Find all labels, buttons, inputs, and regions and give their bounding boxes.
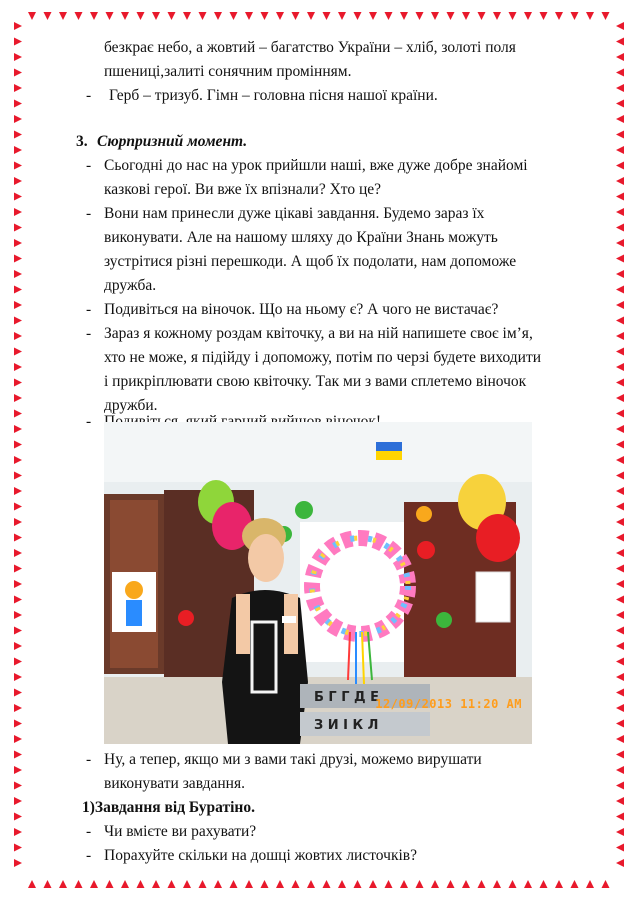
text-line: Сьогодні до нас на урок прийшли наші, вже дуже добре знайомі	[104, 157, 528, 174]
list-dash: -	[86, 87, 92, 104]
photo-timestamp: 12/09/2013 11:20 AM	[375, 696, 522, 711]
list-dash: -	[86, 413, 92, 430]
classroom-photo	[104, 422, 532, 744]
letters-row-1: Б Г Г Д Е	[314, 690, 380, 705]
text-line: виконувати завдання.	[104, 775, 245, 792]
task-title	[82, 796, 255, 820]
text-line: дружба.	[104, 277, 157, 294]
text-line: дружби.	[104, 397, 158, 414]
text-line: Подивіться на віночок. Що на ньому є? А чого не вистачає?	[104, 301, 499, 318]
text-line: і прикріплювати свою квіточку. Так ми з вами сплетемо віночок	[104, 373, 527, 390]
text-line: виконувати. Але на нашому шляху до Країни Знань можуть	[104, 229, 498, 246]
text-line: казкові герої. Ви вже їх впізнали? Хто це?	[104, 181, 382, 198]
text-line: Порахуйте скільки на дошці жовтих листочків?	[104, 847, 417, 864]
list-dash: -	[86, 157, 92, 174]
list-dash: -	[86, 847, 92, 864]
list-dash: -	[86, 823, 92, 840]
task-title-text: 1)Завдання від Буратіно	[82, 799, 252, 816]
list-dash: -	[86, 205, 92, 222]
task-title-dot: .	[251, 799, 255, 816]
text-line: Герб – тризуб. Гімн – головна пісня нашої країни.	[109, 87, 438, 104]
list-dash: -	[86, 301, 92, 318]
text-line: пшениці,залиті сонячним промінням.	[104, 63, 352, 80]
text-line: Чи вмієте ви рахувати?	[104, 823, 257, 840]
section-number: 3.	[76, 133, 88, 150]
text-line: зустрітися різні перешкоди. А щоб їх подолати, нам допоможе	[104, 253, 517, 270]
text-line: Вони нам принесли дуже цікаві завдання. Будемо зараз їх	[104, 205, 485, 222]
text-line: безкрає небо, а жовтий – багатство України – хліб, золоті поля	[104, 39, 516, 56]
text-line: Ну, а тепер, якщо ми з вами такі друзі, можемо вирушати	[104, 751, 482, 768]
letters-row-2: З И І К Л	[314, 718, 379, 733]
text-line: Зараз я кожному роздам квіточку, а ви на ній напишете своє ім’я,	[104, 325, 533, 342]
list-dash: -	[86, 751, 92, 768]
section-title: Сюрпризний момент.	[97, 133, 248, 150]
list-dash: -	[86, 325, 92, 342]
text-line: хто не може, я підійду і допоможу, потім по черзі будете виходити	[104, 349, 542, 366]
